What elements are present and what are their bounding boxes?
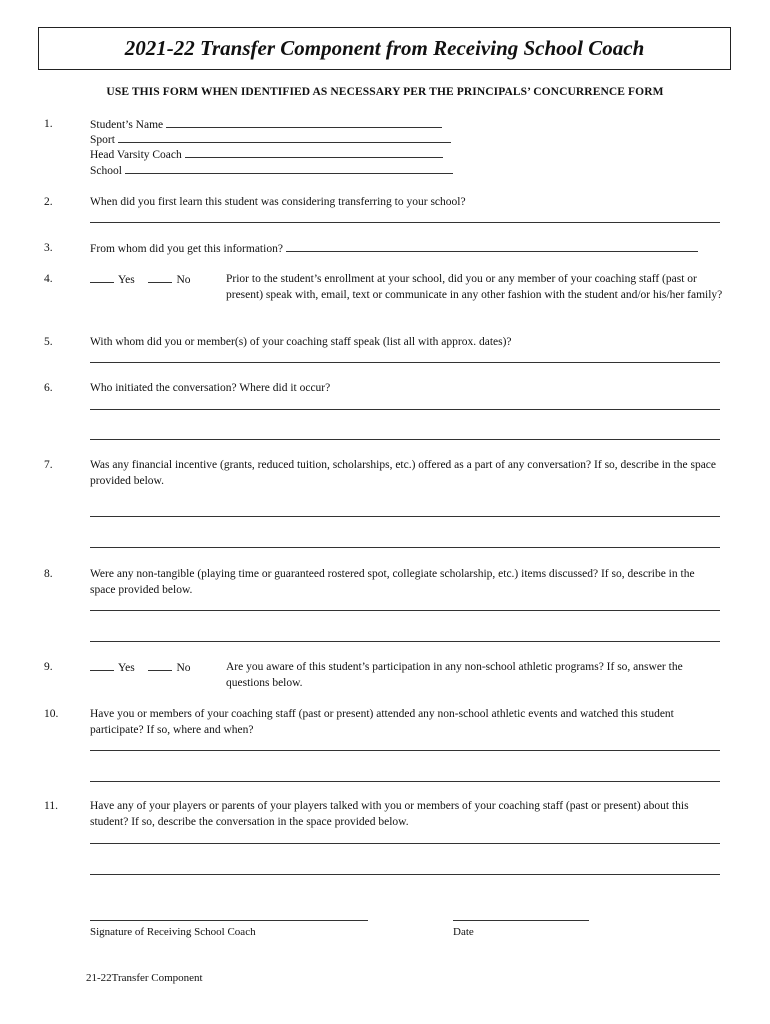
school-field[interactable] bbox=[90, 163, 453, 180]
answer-line[interactable] bbox=[90, 409, 720, 410]
signature-line[interactable] bbox=[90, 920, 368, 921]
question-3-text: From whom did you get this information? bbox=[90, 243, 283, 255]
no-label: No bbox=[176, 662, 191, 674]
answer-line[interactable] bbox=[90, 874, 720, 875]
question-11-text: Have any of your players or parents of your players talked with you or members of your coaching staff (past or present) about this student? If so, describe the conversation in the space provided below. bbox=[90, 800, 689, 828]
yes-no-choice-9 bbox=[90, 660, 191, 674]
question-number-2: 2. bbox=[44, 196, 53, 208]
question-2-text: When did you first learn this student was considering transferring to your school? bbox=[90, 196, 466, 208]
page-title: 2021-22 Transfer Component from Receiving School Coach bbox=[124, 36, 645, 60]
question-4-text: Prior to the student’s enrollment at your school, did you or any member of your coaching staff (past or present) speak with, email, text or communicate in any other fashion with the student and/or his/her family? bbox=[226, 273, 723, 301]
answer-line[interactable] bbox=[90, 843, 720, 844]
question-number-7: 7. bbox=[44, 459, 53, 471]
sport-label: Sport bbox=[90, 134, 115, 146]
head-coach-field[interactable] bbox=[90, 147, 443, 164]
question-7-text: Was any financial incentive (grants, reduced tuition, scholarships, etc.) offered as a part of any conversation? If so, describe in the space provided below. bbox=[90, 459, 717, 487]
yes-label: Yes bbox=[118, 274, 135, 286]
answer-line[interactable] bbox=[90, 222, 720, 223]
student-name-line bbox=[166, 117, 442, 128]
answer-line[interactable] bbox=[90, 610, 720, 611]
school-line bbox=[125, 163, 453, 174]
date-label: Date bbox=[453, 926, 474, 938]
answer-line[interactable] bbox=[90, 362, 720, 363]
signature-label: Signature of Receiving School Coach bbox=[90, 926, 256, 938]
student-name-label: Student’s Name bbox=[90, 119, 164, 131]
question-number-9: 9. bbox=[44, 661, 53, 673]
question-number-8: 8. bbox=[44, 568, 53, 580]
sport-line bbox=[118, 132, 451, 143]
question-5-text: With whom did you or member(s) of your coaching staff speak (list all with approx. dates)? bbox=[90, 336, 512, 348]
yes-blank[interactable] bbox=[90, 660, 114, 671]
instruction-text: USE THIS FORM WHEN IDENTIFIED AS NECESSARY PER THE PRINCIPALS’ CONCURRENCE FORM bbox=[106, 86, 664, 98]
question-number-1: 1. bbox=[44, 118, 53, 130]
answer-line[interactable] bbox=[90, 781, 720, 782]
answer-line bbox=[286, 241, 698, 252]
question-9-text: Are you aware of this student’s participation in any non-school athletic programs? If so, answer the questions below. bbox=[226, 661, 683, 689]
question-number-10: 10. bbox=[44, 708, 59, 720]
question-3-field[interactable] bbox=[90, 241, 698, 258]
question-number-5: 5. bbox=[44, 336, 53, 348]
question-10-text: Have you or members of your coaching staff (past or present) attended any non-school athletic events and watched this student participate? If so, where and when? bbox=[90, 708, 674, 736]
yes-blank[interactable] bbox=[90, 272, 114, 283]
answer-line[interactable] bbox=[90, 641, 720, 642]
title-box bbox=[38, 27, 731, 70]
no-blank[interactable] bbox=[148, 272, 172, 283]
answer-line[interactable] bbox=[90, 547, 720, 548]
yes-no-choice-4 bbox=[90, 272, 191, 286]
no-blank[interactable] bbox=[148, 660, 172, 671]
yes-label: Yes bbox=[118, 662, 135, 674]
answer-line[interactable] bbox=[90, 439, 720, 440]
no-label: No bbox=[176, 274, 191, 286]
answer-line[interactable] bbox=[90, 516, 720, 517]
head-coach-line bbox=[185, 147, 443, 158]
date-line[interactable] bbox=[453, 920, 589, 921]
question-6-text: Who initiated the conversation? Where did it occur? bbox=[90, 382, 331, 394]
question-number-6: 6. bbox=[44, 382, 53, 394]
question-number-3: 3. bbox=[44, 242, 53, 254]
question-8-text: Were any non-tangible (playing time or guaranteed rostered spot, collegiate scholarship, etc.) items discussed? If so, describe in the space provided below. bbox=[90, 568, 695, 596]
head-coach-label: Head Varsity Coach bbox=[90, 149, 182, 161]
question-number-4: 4. bbox=[44, 273, 53, 285]
footer-text: 21-22Transfer Component bbox=[86, 972, 203, 984]
school-label: School bbox=[90, 165, 122, 177]
answer-line[interactable] bbox=[90, 750, 720, 751]
question-number-11: 11. bbox=[44, 800, 58, 812]
